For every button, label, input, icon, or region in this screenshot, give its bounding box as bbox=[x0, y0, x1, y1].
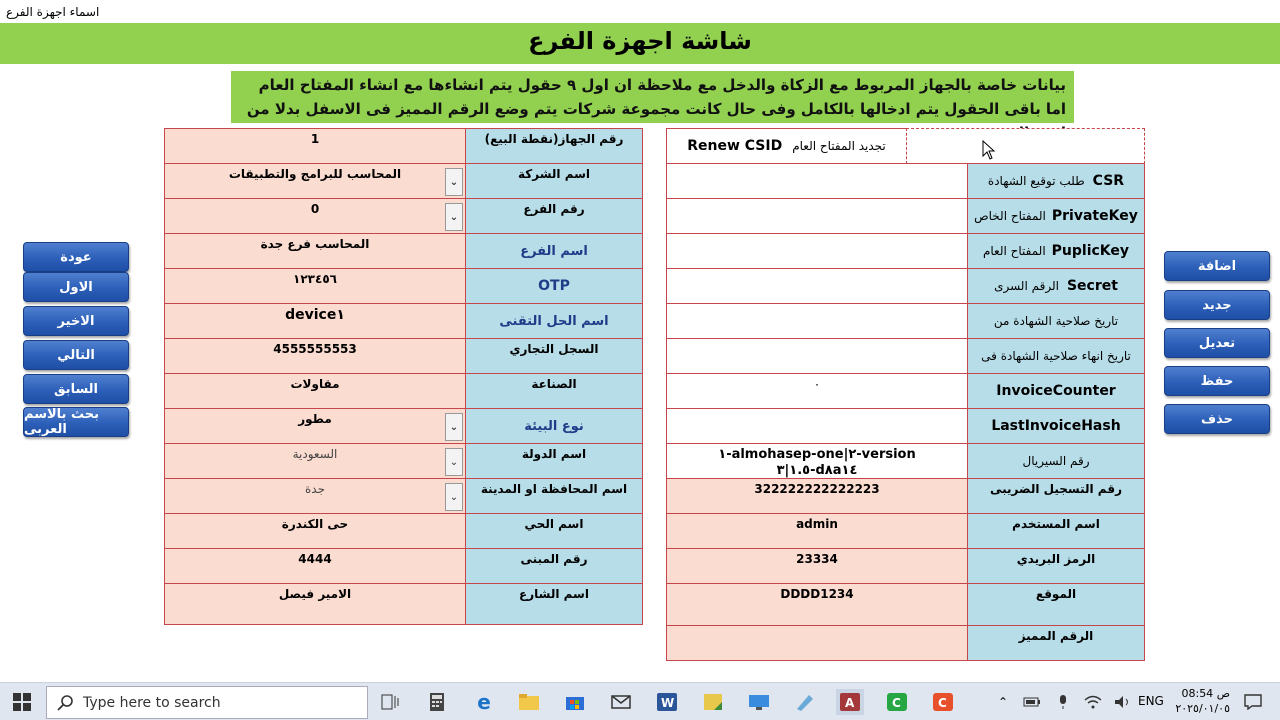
unique-number-field[interactable] bbox=[666, 625, 968, 661]
cert-valid-to-label: تاريخ انهاء صلاحية الشهادة فى bbox=[967, 338, 1145, 374]
city-value: جدة bbox=[304, 482, 325, 496]
first-record-button[interactable]: الاول bbox=[23, 272, 129, 302]
csr-label-ar: طلب توقيع الشهادة bbox=[987, 174, 1085, 188]
edge-browser-icon[interactable]: e bbox=[477, 690, 491, 714]
invoice-counter-label: InvoiceCounter bbox=[967, 373, 1145, 409]
branch-number-value: 0 bbox=[310, 202, 320, 216]
mouse-cursor-icon bbox=[982, 140, 996, 160]
company-name-label: اسم الشركة bbox=[465, 163, 643, 199]
last-invoice-hash-field[interactable] bbox=[666, 408, 968, 444]
country-value: السعودية bbox=[292, 447, 338, 461]
private-key-label bbox=[967, 198, 1145, 234]
file-explorer-icon[interactable] bbox=[516, 689, 542, 715]
chevron-down-icon[interactable]: ⌄ bbox=[445, 413, 463, 441]
company-name-value: المحاسب للبرامج والتطبيقات bbox=[228, 167, 402, 181]
otp-label: OTP bbox=[465, 268, 643, 304]
camtasia-green-icon[interactable] bbox=[884, 689, 910, 715]
clock-time: 08:54 bbox=[1181, 687, 1214, 700]
district-field[interactable]: حى الكندرة bbox=[164, 513, 466, 549]
device-number-label: رقم الجهاز(نقطة البيع) bbox=[465, 128, 643, 164]
industry-label: الصناعة bbox=[465, 373, 643, 409]
username-field[interactable]: admin bbox=[666, 513, 968, 549]
language-indicator[interactable]: ENG bbox=[1138, 694, 1164, 708]
secret-label-ar: الرقم السرى bbox=[994, 279, 1059, 293]
edit-button[interactable]: تعديل bbox=[1164, 328, 1270, 358]
postal-code-label: الرمز البريدي bbox=[967, 548, 1145, 584]
previous-record-button[interactable]: السابق bbox=[23, 374, 129, 404]
serial-number-field[interactable]: ١-almohasep-one|٢-version١.٥|٣-d٨a١٤ bbox=[666, 443, 968, 479]
cert-valid-to-field[interactable] bbox=[666, 338, 968, 374]
windows-start-icon[interactable] bbox=[9, 689, 35, 715]
solution-name-label: اسم الحل التقنى bbox=[465, 303, 643, 339]
street-name-field[interactable]: الامير فيصل bbox=[164, 583, 466, 625]
delete-button[interactable]: حذف bbox=[1164, 404, 1270, 434]
industry-field[interactable]: مقاولات bbox=[164, 373, 466, 409]
clock-ampm: ص bbox=[1216, 687, 1230, 700]
otp-field[interactable]: ١٢٣٤٥٦ bbox=[164, 268, 466, 304]
company-name-field[interactable] bbox=[164, 163, 466, 199]
location-field[interactable]: DDDD1234 bbox=[666, 583, 968, 626]
cert-valid-from-label: تاريخ صلاحية الشهادة من bbox=[967, 303, 1145, 339]
city-label: اسم المحافظة او المدينة bbox=[465, 478, 643, 514]
window-title-bar bbox=[0, 0, 1280, 24]
add-button[interactable]: اضافة bbox=[1164, 251, 1270, 281]
word-icon[interactable] bbox=[654, 689, 680, 715]
svg-text:C: C bbox=[938, 696, 947, 710]
wifi-icon[interactable] bbox=[1080, 689, 1106, 715]
microphone-icon[interactable] bbox=[1050, 689, 1076, 715]
environment-type-value: مطور bbox=[298, 412, 332, 426]
clock-date: ٢٠٢٥/٠١/٠٥ bbox=[1175, 702, 1230, 715]
certificate-form bbox=[666, 128, 1145, 661]
tool-app-icon[interactable] bbox=[792, 689, 818, 715]
chevron-up-icon[interactable]: ⌃ bbox=[997, 695, 1009, 709]
search-icon bbox=[57, 695, 73, 711]
svg-text:A: A bbox=[845, 696, 855, 710]
search-arabic-name-button[interactable]: بحث بالاسم العربى bbox=[23, 407, 129, 437]
secret-label-en: Secret bbox=[1066, 278, 1118, 294]
location-label: الموقع bbox=[967, 583, 1145, 626]
username-label: اسم المستخدم bbox=[967, 513, 1145, 549]
new-button[interactable]: جديد bbox=[1164, 290, 1270, 320]
city-field[interactable] bbox=[164, 478, 466, 514]
svg-text:C: C bbox=[892, 696, 901, 710]
mail-icon[interactable] bbox=[608, 689, 634, 715]
country-field[interactable] bbox=[164, 443, 466, 479]
chevron-down-icon[interactable]: ⌄ bbox=[445, 168, 463, 196]
private-key-label-en: PrivateKey bbox=[1051, 208, 1138, 224]
postal-code-field[interactable]: 23334 bbox=[666, 548, 968, 584]
camtasia-orange-icon[interactable] bbox=[930, 689, 956, 715]
private-key-field[interactable] bbox=[666, 198, 968, 234]
renew-csid-label: تجديد المفتاح العام bbox=[792, 139, 886, 153]
private-key-label-ar: المفتاح الخاص bbox=[974, 209, 1046, 223]
secret-field[interactable] bbox=[666, 268, 968, 304]
public-key-label-en: PuplicKey bbox=[1051, 243, 1130, 259]
device-number-field[interactable]: 1 bbox=[164, 128, 466, 164]
taskbar bbox=[0, 682, 1280, 720]
solution-name-field[interactable]: device١ bbox=[164, 303, 466, 339]
task-view-icon[interactable] bbox=[377, 689, 403, 715]
tax-registration-label: رقم التسجيل الضريبى bbox=[967, 478, 1145, 514]
commercial-register-field[interactable]: 4555555553 bbox=[164, 338, 466, 374]
window-title: اسماء اجهزة الفرع bbox=[6, 5, 100, 19]
street-name-label: اسم الشارع bbox=[465, 583, 643, 625]
district-label: اسم الحي bbox=[465, 513, 643, 549]
tax-registration-field[interactable]: 322222222222223 bbox=[666, 478, 968, 514]
taskbar-search-box[interactable] bbox=[46, 686, 368, 719]
chevron-down-icon[interactable]: ⌄ bbox=[445, 483, 463, 511]
csr-label-en: CSR bbox=[1092, 173, 1125, 189]
branch-info-form bbox=[164, 128, 643, 625]
volume-icon[interactable] bbox=[1110, 689, 1136, 715]
save-button[interactable]: حفظ bbox=[1164, 366, 1270, 396]
chevron-down-icon[interactable]: ⌄ bbox=[445, 203, 463, 231]
next-record-button[interactable]: التالي bbox=[23, 340, 129, 370]
csr-field[interactable] bbox=[666, 163, 968, 199]
public-key-label-ar: المفتاح العام bbox=[982, 244, 1046, 258]
notice-text: بيانات خاصة بالجهاز المربوط مع الزكاة والدخل مع ملاحظة ان اول ٩ حقول يتم انشاءها مع انشاء المفتاح العام اما باقى الحقول يتم ادخالها بالكامل وفى حال كانت مجموعة شركات يتم وضع الرقم المميز فى الاسفل بدلا من bbox=[231, 71, 1074, 123]
notification-icon[interactable] bbox=[1240, 689, 1266, 715]
public-key-field[interactable] bbox=[666, 233, 968, 269]
renew-csid-button[interactable]: Renew CSID bbox=[687, 138, 783, 154]
building-number-field[interactable]: 4444 bbox=[164, 548, 466, 584]
public-key-label bbox=[967, 233, 1145, 269]
last-invoice-hash-label: LastInvoiceHash bbox=[967, 408, 1145, 444]
chevron-down-icon[interactable]: ⌄ bbox=[445, 448, 463, 476]
environment-type-label: نوع البيئة bbox=[465, 408, 643, 444]
svg-text:W: W bbox=[661, 696, 675, 710]
sticky-notes-icon[interactable] bbox=[700, 689, 726, 715]
last-record-button[interactable]: الاخير bbox=[23, 306, 129, 336]
unique-number-label: الرقم المميز bbox=[967, 625, 1145, 661]
taskbar-clock[interactable] bbox=[1170, 686, 1230, 716]
serial-number-label: رقم السيريال bbox=[967, 443, 1145, 479]
cert-valid-from-field[interactable] bbox=[666, 303, 968, 339]
branch-number-label: رقم الفرع bbox=[465, 198, 643, 234]
store-icon[interactable] bbox=[562, 689, 588, 715]
csr-label bbox=[967, 163, 1145, 199]
invoice-counter-field[interactable]: ٠ bbox=[666, 373, 968, 409]
environment-type-field[interactable] bbox=[164, 408, 466, 444]
building-number-label: رقم المبنى bbox=[465, 548, 643, 584]
branch-name-field[interactable]: المحاسب فرع جدة bbox=[164, 233, 466, 269]
renew-csid-field[interactable] bbox=[906, 128, 1145, 164]
back-button[interactable]: عودة bbox=[23, 242, 129, 272]
page-title: شاشة اجهزة الفرع bbox=[528, 27, 752, 55]
battery-icon[interactable] bbox=[1019, 689, 1045, 715]
country-label: اسم الدولة bbox=[465, 443, 643, 479]
commercial-register-label: السجل التجاري bbox=[465, 338, 643, 374]
calculator-icon[interactable] bbox=[424, 689, 450, 715]
renew-csid-row bbox=[666, 128, 907, 164]
search-placeholder: Type here to search bbox=[83, 695, 221, 711]
access-icon[interactable] bbox=[836, 689, 864, 715]
secret-label bbox=[967, 268, 1145, 304]
remote-desktop-icon[interactable] bbox=[746, 689, 772, 715]
branch-name-label: اسم الفرع bbox=[465, 233, 643, 269]
branch-number-field[interactable] bbox=[164, 198, 466, 234]
